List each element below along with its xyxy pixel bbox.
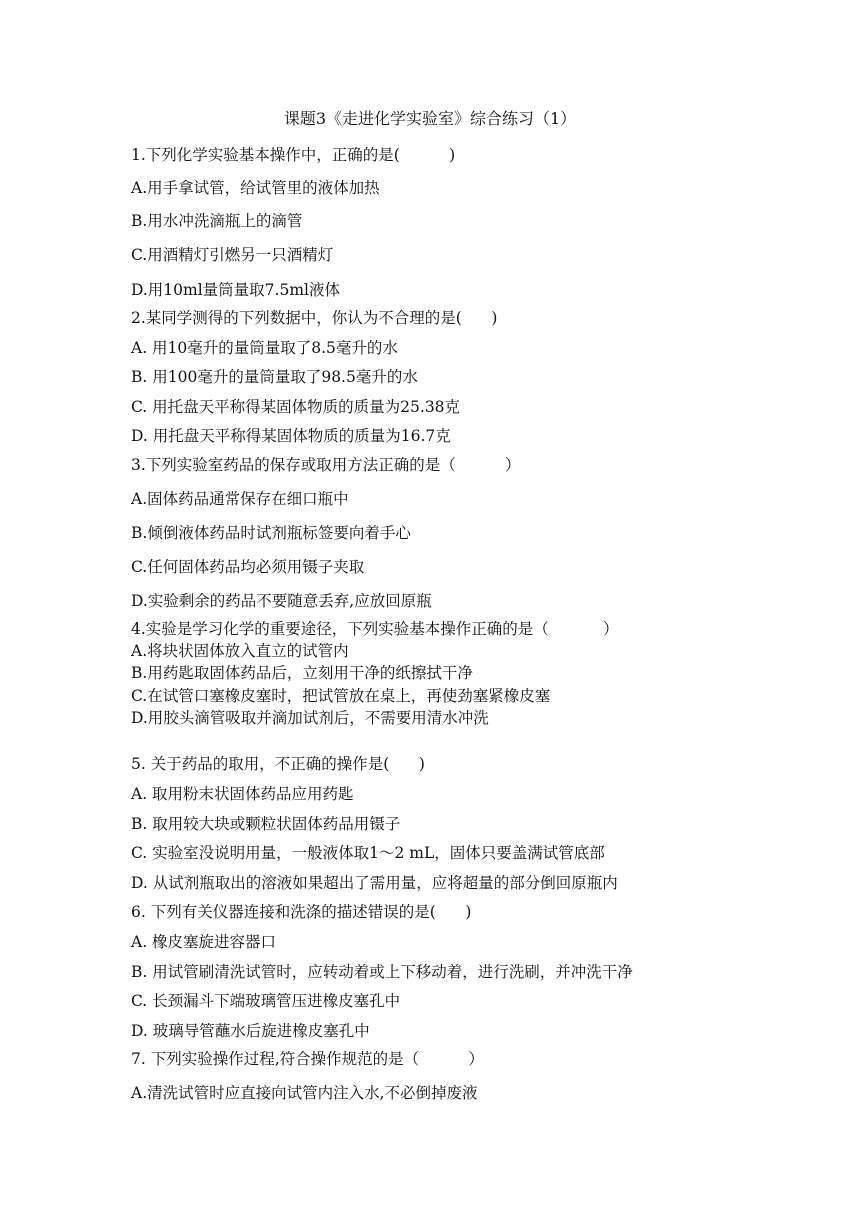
question-7-stem: 7. 下列实验操作过程,符合操作规范的是（ ）: [131, 1050, 484, 1068]
question-7-option-a: A.清洗试管时应直接向试管内注入水,不必倒掉废液: [131, 1084, 478, 1102]
question-4-stem: 4.实验是学习化学的重要途径，下列实验基本操作正确的是（ ）: [131, 620, 619, 638]
question-2-option-a: A. 用10毫升的量筒量取了8.5毫升的水: [131, 339, 398, 357]
question-5-stem: 5. 关于药品的取用，不正确的操作是( ): [131, 755, 425, 773]
question-3-stem: 3.下列实验室药品的保存或取用方法正确的是（ ）: [131, 456, 521, 474]
question-1-option-a: A.用手拿试管，给试管里的液体加热: [131, 179, 380, 197]
question-5-option-b: B. 取用较大块或颗粒状固体药品用镊子: [131, 815, 401, 833]
question-5-option-d: D. 从试剂瓶取出的溶液如果超出了需用量，应将超量的部分倒回原瓶内: [131, 874, 618, 892]
question-3-option-b: B.倾倒液体药品时试剂瓶标签要向着手心: [131, 524, 411, 542]
question-3-option-c: C.任何固体药品均必须用镊子夹取: [131, 558, 365, 576]
question-6-option-a: A. 橡皮塞旋进容器口: [131, 933, 277, 951]
document-title: 课题3《走进化学实验室》综合练习（1）: [283, 109, 577, 128]
question-5-option-c: C. 实验室没说明用量，一般液体取1～2 mL，固体只要盖满试管底部: [131, 844, 605, 862]
question-6-option-d: D. 玻璃导管蘸水后旋进橡皮塞孔中: [131, 1022, 370, 1040]
question-1-stem: 1.下列化学实验基本操作中，正确的是( ): [131, 146, 456, 164]
question-2-option-b: B. 用100毫升的量筒量取了98.5毫升的水: [131, 368, 418, 386]
question-3-option-a: A.固体药品通常保存在细口瓶中: [131, 490, 349, 508]
question-4-option-b: B.用药匙取固体药品后，立刻用干净的纸擦拭干净: [131, 664, 473, 682]
question-4-option-d: D.用胶头滴管吸取并滴加试剂后，不需要用清水冲洗: [131, 709, 489, 727]
question-6-option-c: C. 长颈漏斗下端玻璃管压进橡皮塞孔中: [131, 992, 401, 1010]
question-4-option-a: A.将块状固体放入直立的试管内: [131, 642, 349, 660]
question-3-option-d: D.实验剩余的药品不要随意丢弃,应放回原瓶: [131, 592, 432, 610]
question-6-option-b: B. 用试管刷清洗试管时，应转动着或上下移动着，进行洗刷，并冲洗干净: [131, 963, 633, 981]
question-4-option-c: C.在试管口塞橡皮塞时，把试管放在桌上，再使劲塞紧橡皮塞: [131, 687, 551, 705]
question-2-option-c: C. 用托盘天平称得某固体物质的质量为25.38克: [131, 398, 461, 416]
question-2-stem: 2.某同学测得的下列数据中，你认为不合理的是( ): [131, 309, 498, 327]
question-1-option-d: D.用10ml量筒量取7.5ml液体: [131, 281, 340, 299]
question-1-option-c: C.用酒精灯引燃另一只酒精灯: [131, 246, 334, 264]
question-6-stem: 6. 下列有关仪器连接和洗涤的描述错误的是( ): [131, 903, 472, 921]
question-5-option-a: A. 取用粉末状固体药品应用药匙: [131, 785, 354, 803]
question-1-option-b: B.用水冲洗滴瓶上的滴管: [131, 212, 303, 230]
question-2-option-d: D. 用托盘天平称得某固体物质的质量为16.7克: [131, 427, 451, 445]
